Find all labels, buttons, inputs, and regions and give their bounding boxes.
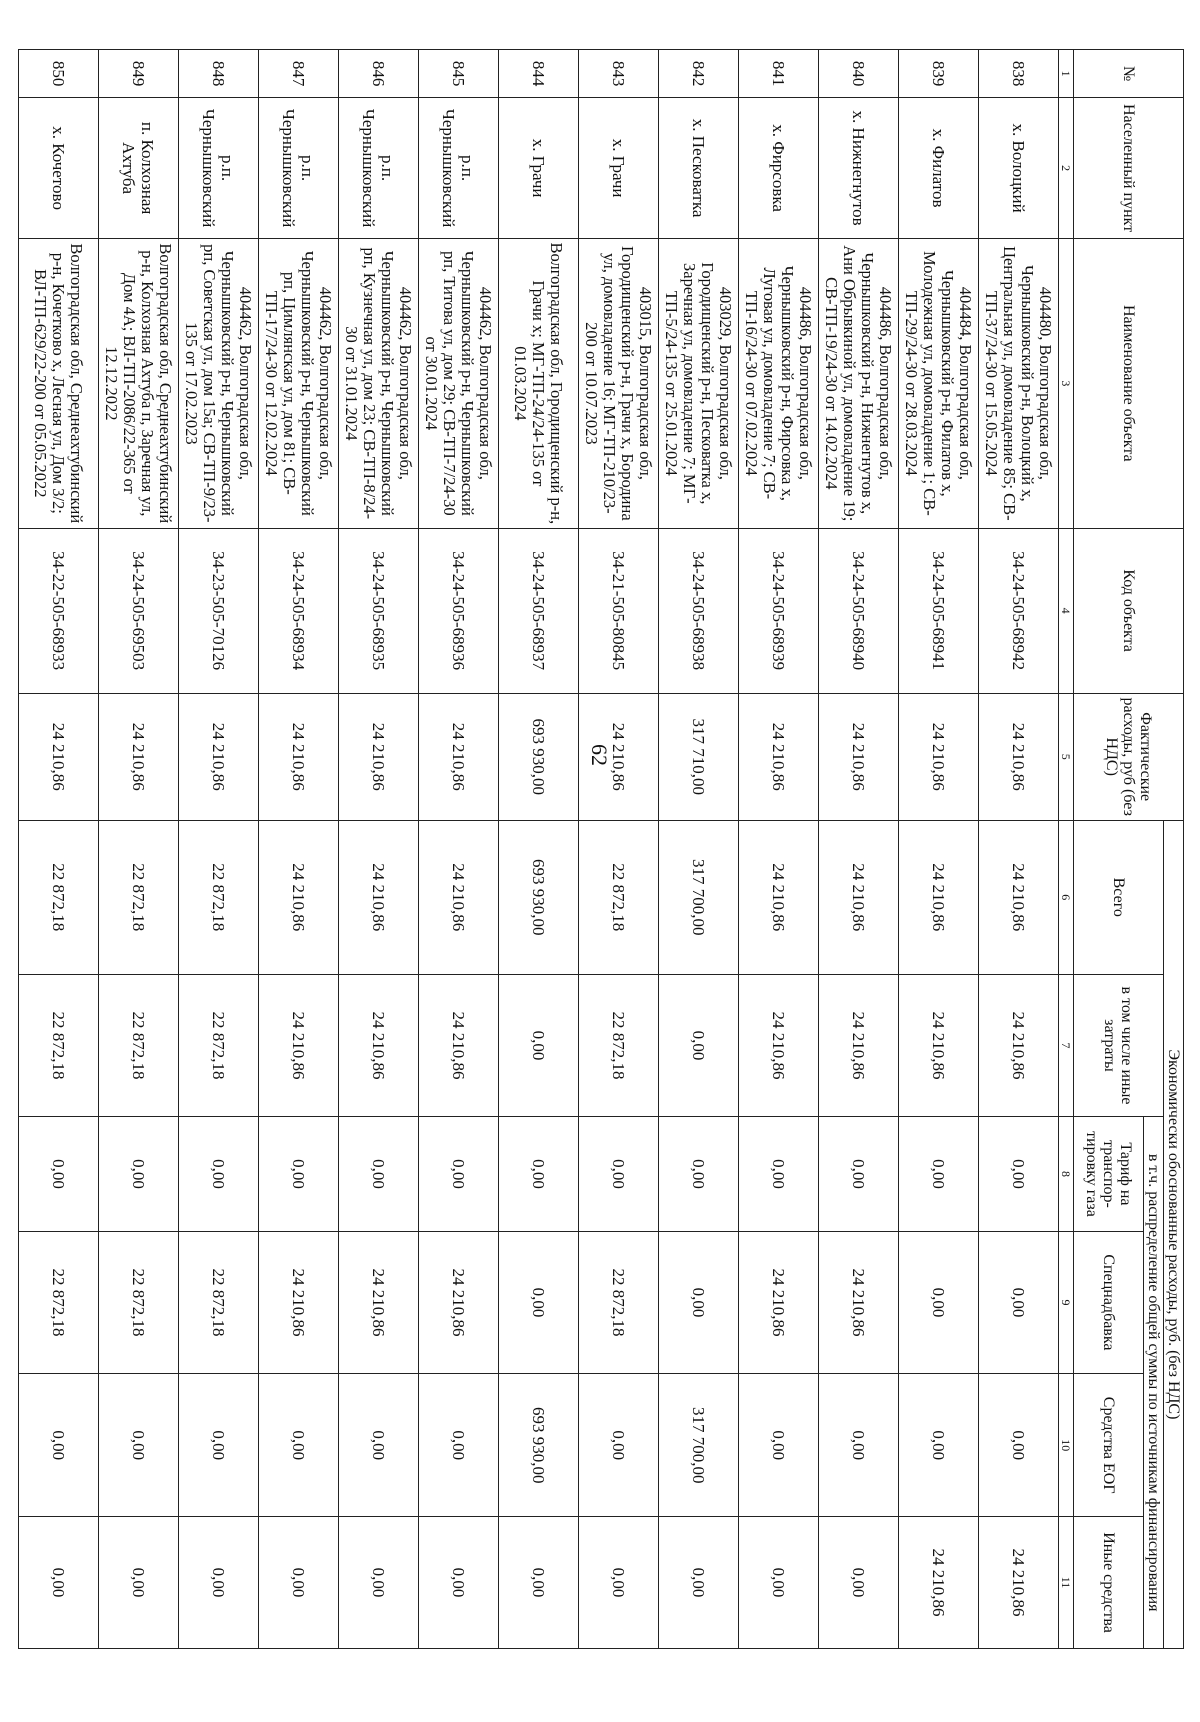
- cell-other-costs: 0,00: [659, 974, 739, 1117]
- index-cell: 11: [1059, 1517, 1074, 1649]
- cell-eog-funds: 693 930,00: [499, 1374, 579, 1517]
- cell-tariff: 0,00: [339, 1117, 419, 1231]
- cell-row-number: 843: [579, 50, 659, 98]
- cell-settlement: х. Грачи: [579, 98, 659, 239]
- index-cell: 4: [1059, 528, 1074, 693]
- cell-object-code: 34-24-505-68934: [259, 528, 339, 693]
- cell-row-number: 838: [979, 50, 1059, 98]
- cell-other-costs: 22 872,18: [99, 974, 179, 1117]
- table-row: [579, 50, 659, 1649]
- cell-other-funds: 0,00: [579, 1517, 659, 1649]
- cell-tariff: 0,00: [979, 1117, 1059, 1231]
- cell-total-cost: 317 700,00: [659, 820, 739, 974]
- cell-object-name: 403015, Волгоградская обл, Городищенский р-н, Грачи х, Бородина ул, домовладение 16; МГ-ТП-210/23-200 от 10.07.2023: [579, 238, 659, 528]
- rotated-content: [31, 49, 1184, 1649]
- cell-special-surcharge: 22 872,18: [579, 1231, 659, 1374]
- cell-actual-cost: 693 930,00: [499, 693, 579, 820]
- cell-other-funds: 0,00: [259, 1517, 339, 1649]
- cell-settlement: х. Кочетово: [19, 98, 99, 239]
- header-distribution: в т.ч. распределение общей суммы по источникам финансирования: [1144, 1117, 1164, 1649]
- cell-object-name: 404480, Волгоградская обл, Чернышковский р-н, Волоцкий х, Центральная ул, домовладение 85; СВ-ТП-37/24-30 от 15.05.2024: [979, 238, 1059, 528]
- header-code: Код объекта: [1074, 528, 1184, 693]
- cell-object-name: Волгоградская обл, Среднеахтубинский р-н, Колхозная Ахтуба п, Заречная ул, Дом 4А; ВЛ-ТП-2086/22-365 от 12.12.2022: [99, 238, 179, 528]
- cell-other-funds: 0,00: [19, 1517, 99, 1649]
- header-no: №: [1074, 50, 1184, 98]
- cell-other-funds: 0,00: [339, 1517, 419, 1649]
- table-row: [339, 50, 419, 1649]
- cell-special-surcharge: 22 872,18: [179, 1231, 259, 1374]
- cell-total-cost: 693 930,00: [499, 820, 579, 974]
- cell-actual-cost: 24 210,86: [339, 693, 419, 820]
- cell-row-number: 844: [499, 50, 579, 98]
- cell-object-code: 34-24-505-69503: [99, 528, 179, 693]
- table-row: [99, 50, 179, 1649]
- cell-object-code: 34-24-505-68936: [419, 528, 499, 693]
- cell-object-code: 34-24-505-68942: [979, 528, 1059, 693]
- cell-special-surcharge: 24 210,86: [819, 1231, 899, 1374]
- cell-other-funds: 0,00: [179, 1517, 259, 1649]
- cell-row-number: 846: [339, 50, 419, 98]
- cell-object-code: 34-24-505-68939: [739, 528, 819, 693]
- cell-other-costs: 22 872,18: [179, 974, 259, 1117]
- cell-other-costs: 24 210,86: [339, 974, 419, 1117]
- cell-settlement: х. Филатов: [899, 98, 979, 239]
- header-tariff: Тариф на транспор-тировку газа: [1074, 1117, 1144, 1231]
- page-number: 62: [587, 744, 612, 766]
- cell-actual-cost: 24 210,86: [819, 693, 899, 820]
- cell-eog-funds: 0,00: [99, 1374, 179, 1517]
- cell-tariff: 0,00: [819, 1117, 899, 1231]
- table-row: [819, 50, 899, 1649]
- cell-total-cost: 22 872,18: [19, 820, 99, 974]
- cell-special-surcharge: 0,00: [659, 1231, 739, 1374]
- cell-tariff: 0,00: [659, 1117, 739, 1231]
- index-cell: 5: [1059, 693, 1074, 820]
- cell-other-funds: 24 210,86: [899, 1517, 979, 1649]
- cell-total-cost: 24 210,86: [339, 820, 419, 974]
- table-row: [899, 50, 979, 1649]
- header-special: Спецнадбавка: [1074, 1231, 1144, 1374]
- cell-object-code: 34-22-505-68933: [19, 528, 99, 693]
- cell-eog-funds: 0,00: [259, 1374, 339, 1517]
- cell-tariff: 0,00: [899, 1117, 979, 1231]
- cell-other-funds: 0,00: [819, 1517, 899, 1649]
- index-cell: 1: [1059, 50, 1074, 98]
- cell-eog-funds: 0,00: [899, 1374, 979, 1517]
- cell-eog-funds: 317 700,00: [659, 1374, 739, 1517]
- cell-object-code: 34-24-505-68940: [819, 528, 899, 693]
- table-row: [259, 50, 339, 1649]
- cell-total-cost: 22 872,18: [179, 820, 259, 974]
- cell-total-cost: 24 210,86: [899, 820, 979, 974]
- cell-actual-cost: 24 210,86: [979, 693, 1059, 820]
- cell-row-number: 842: [659, 50, 739, 98]
- cell-object-name: 403029, Волгоградская обл, Городищенский р-н, Песковатка х, Заречная ул, домовладение 7; МГ-ТП-5/24-135 от 25.01.2024: [659, 238, 739, 528]
- cell-special-surcharge: 22 872,18: [99, 1231, 179, 1374]
- cell-special-surcharge: 0,00: [499, 1231, 579, 1374]
- table-row: [979, 50, 1059, 1649]
- cell-settlement: х. Песковатка: [659, 98, 739, 239]
- cell-special-surcharge: 22 872,18: [19, 1231, 99, 1374]
- cell-other-funds: 24 210,86: [979, 1517, 1059, 1649]
- index-cell: 9: [1059, 1231, 1074, 1374]
- cell-other-costs: 22 872,18: [19, 974, 99, 1117]
- cell-tariff: 0,00: [739, 1117, 819, 1231]
- cell-row-number: 845: [419, 50, 499, 98]
- cell-other-funds: 0,00: [739, 1517, 819, 1649]
- cell-settlement: р.п. Чернышковский: [179, 98, 259, 239]
- cell-other-costs: 24 210,86: [899, 974, 979, 1117]
- cell-settlement: р.п. Чернышковский: [419, 98, 499, 239]
- cell-other-funds: 0,00: [419, 1517, 499, 1649]
- cell-special-surcharge: 0,00: [979, 1231, 1059, 1374]
- cell-object-code: 34-24-505-68935: [339, 528, 419, 693]
- cell-object-name: 404462, Волгоградская обл, Чернышковский р-н, Чернышковский рп, Титова ул, дом 29; СВ-ТП-7/24-30 от 30.01.2024: [419, 238, 499, 528]
- cell-total-cost: 24 210,86: [739, 820, 819, 974]
- table-body: [19, 50, 1059, 1649]
- table-row: [739, 50, 819, 1649]
- table-row: [419, 50, 499, 1649]
- cell-other-costs: 24 210,86: [259, 974, 339, 1117]
- cell-object-code: 34-24-505-68937: [499, 528, 579, 693]
- index-cell: 7: [1059, 974, 1074, 1117]
- cell-tariff: 0,00: [179, 1117, 259, 1231]
- cell-other-costs: 24 210,86: [979, 974, 1059, 1117]
- index-cell: 10: [1059, 1374, 1074, 1517]
- cell-settlement: х. Фирсовка: [739, 98, 819, 239]
- cell-total-cost: 24 210,86: [259, 820, 339, 974]
- cell-total-cost: 22 872,18: [579, 820, 659, 974]
- cell-object-code: 34-21-505-80845: [579, 528, 659, 693]
- cell-tariff: 0,00: [419, 1117, 499, 1231]
- header-settlement: Населенный пункт: [1074, 98, 1184, 239]
- cell-actual-cost: 24 210,86: [419, 693, 499, 820]
- cell-row-number: 841: [739, 50, 819, 98]
- index-cell: 3: [1059, 238, 1074, 528]
- cell-other-costs: 22 872,18: [579, 974, 659, 1117]
- cell-tariff: 0,00: [579, 1117, 659, 1231]
- cell-settlement: х. Волоцкий: [979, 98, 1059, 239]
- cell-row-number: 850: [19, 50, 99, 98]
- cell-eog-funds: 0,00: [19, 1374, 99, 1517]
- cell-other-funds: 0,00: [99, 1517, 179, 1649]
- cell-tariff: 0,00: [499, 1117, 579, 1231]
- cell-object-name: 404462, Волгоградская обл, Чернышковский р-н, Чернышковский рп, Кузнечная ул, дом 23; СВ-ТП-8/24-30 от 31.01.2024: [339, 238, 419, 528]
- cell-other-costs: 0,00: [499, 974, 579, 1117]
- cell-object-name: Волгоградская обл, Городищенский р-н, Грачи х; МГ-ТП-24/24-135 от 01.03.2024: [499, 238, 579, 528]
- cell-actual-cost: 24 210,86: [19, 693, 99, 820]
- cell-other-funds: 0,00: [499, 1517, 579, 1649]
- table-header: [1059, 50, 1184, 1649]
- cell-total-cost: 24 210,86: [419, 820, 499, 974]
- cell-total-cost: 24 210,86: [979, 820, 1059, 974]
- index-cell: 2: [1059, 98, 1074, 239]
- cell-other-funds: 0,00: [659, 1517, 739, 1649]
- cell-settlement: п. Колхозная Ахтуба: [99, 98, 179, 239]
- header-total: Всего: [1074, 820, 1164, 974]
- cell-actual-cost: 24 210,86: [579, 693, 659, 820]
- cell-row-number: 849: [99, 50, 179, 98]
- cell-special-surcharge: 24 210,86: [259, 1231, 339, 1374]
- cell-actual-cost: 24 210,86: [259, 693, 339, 820]
- header-other-costs: в том числе иные затраты: [1074, 974, 1164, 1117]
- cell-tariff: 0,00: [19, 1117, 99, 1231]
- index-row: [1059, 50, 1074, 1649]
- header-econ: Экономически обоснованные расходы, руб. (без НДС): [1164, 820, 1184, 1648]
- cell-row-number: 840: [819, 50, 899, 98]
- cell-actual-cost: 24 210,86: [179, 693, 259, 820]
- cell-settlement: р.п. Чернышковский: [339, 98, 419, 239]
- cell-other-costs: 24 210,86: [819, 974, 899, 1117]
- cell-tariff: 0,00: [259, 1117, 339, 1231]
- table-row: [499, 50, 579, 1649]
- cell-settlement: х. Грачи: [499, 98, 579, 239]
- cell-row-number: 847: [259, 50, 339, 98]
- cell-eog-funds: 0,00: [979, 1374, 1059, 1517]
- cell-eog-funds: 0,00: [419, 1374, 499, 1517]
- cell-object-name: 404486, Волгоградская обл, Чернышковский р-н, Нижнегнутов х, Ани Обрывкиной ул, домовладение 19; СВ-ТП-19/24-30 от 14.02.2024: [819, 238, 899, 528]
- cell-eog-funds: 0,00: [739, 1374, 819, 1517]
- header-actual: Фактические расходы, руб (без НДС): [1074, 693, 1184, 820]
- table-row: [179, 50, 259, 1649]
- header-name: Наименование объекта: [1074, 238, 1184, 528]
- cell-object-name: 404486, Волгоградская обл, Чернышковский р-н, Фирсовка х, Луговая ул, домовладение 7; СВ-ТП-16/24-30 от 07.02.2024: [739, 238, 819, 528]
- cell-settlement: р.п. Чернышковский: [259, 98, 339, 239]
- cell-eog-funds: 0,00: [339, 1374, 419, 1517]
- expenses-table: [18, 49, 1184, 1649]
- cell-object-name: 404484, Волгоградская обл, Чернышковский р-н, Филатов х, Молодежная ул, домовладение 1; СВ-ТП-29/24-30 от 28.03.2024: [899, 238, 979, 528]
- table-row: [659, 50, 739, 1649]
- cell-special-surcharge: 24 210,86: [739, 1231, 819, 1374]
- header-other-funds: Иные средства: [1074, 1517, 1144, 1649]
- cell-total-cost: 22 872,18: [99, 820, 179, 974]
- cell-object-name: 404462, Волгоградская обл, Чернышковский р-н, Чернышковский рп, Советская ул, дом 15а; СВ-ТП-9/23-135 от 17.02.2023: [179, 238, 259, 528]
- cell-row-number: 848: [179, 50, 259, 98]
- cell-actual-cost: 317 710,00: [659, 693, 739, 820]
- cell-row-number: 839: [899, 50, 979, 98]
- cell-other-costs: 24 210,86: [739, 974, 819, 1117]
- cell-special-surcharge: 0,00: [899, 1231, 979, 1374]
- cell-settlement: х. Нижнегнутов: [819, 98, 899, 239]
- cell-object-code: 34-24-505-68938: [659, 528, 739, 693]
- index-cell: 8: [1059, 1117, 1074, 1231]
- cell-special-surcharge: 24 210,86: [419, 1231, 499, 1374]
- cell-eog-funds: 0,00: [579, 1374, 659, 1517]
- cell-object-name: 404462, Волгоградская обл, Чернышковский р-н, Чернышковский рп, Цимлянская ул, дом 81; СВ-ТП-17/24-30 от 12.02.2024: [259, 238, 339, 528]
- cell-object-code: 34-23-505-70126: [179, 528, 259, 693]
- cell-actual-cost: 24 210,86: [739, 693, 819, 820]
- cell-special-surcharge: 24 210,86: [339, 1231, 419, 1374]
- table-row: [19, 50, 99, 1649]
- index-cell: 6: [1059, 820, 1074, 974]
- cell-eog-funds: 0,00: [819, 1374, 899, 1517]
- cell-tariff: 0,00: [99, 1117, 179, 1231]
- cell-total-cost: 24 210,86: [819, 820, 899, 974]
- cell-eog-funds: 0,00: [179, 1374, 259, 1517]
- cell-object-name: Волгоградская обл, Среднеахтубинский р-н, Кочетково х, Лесная ул, Дом 3/2; ВЛ-ТП-629/22-200 от 05.05.2022: [19, 238, 99, 528]
- cell-actual-cost: 24 210,86: [99, 693, 179, 820]
- cell-actual-cost: 24 210,86: [899, 693, 979, 820]
- cell-object-code: 34-24-505-68941: [899, 528, 979, 693]
- header-eog: Средства ЕОГ: [1074, 1374, 1144, 1517]
- cell-other-costs: 24 210,86: [419, 974, 499, 1117]
